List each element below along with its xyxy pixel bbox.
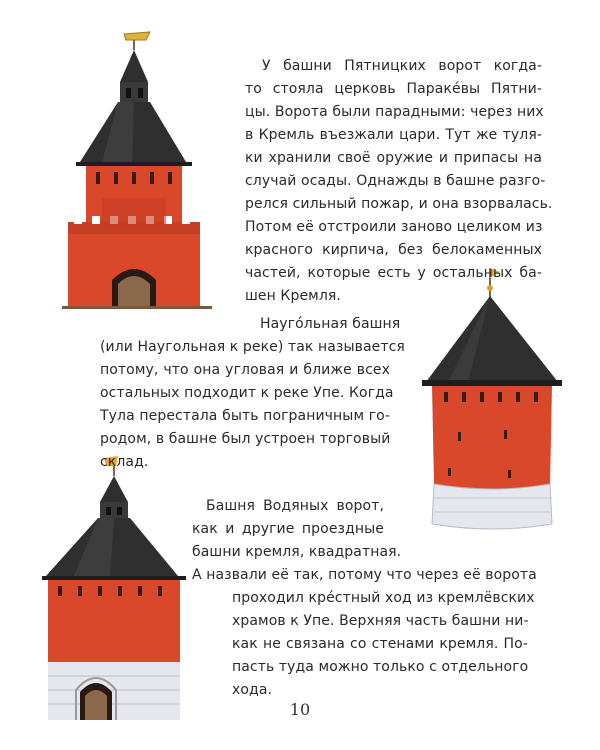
paragraph-1-line: релся сильный пожар, и она взорвалась. bbox=[245, 196, 553, 212]
paragraph-3-line: как не связана со стенами кремля. По- bbox=[232, 636, 528, 652]
paragraph-1-line: Потом её отстроили заново целиком из bbox=[245, 219, 543, 235]
pyatnitskie-tower-illustration bbox=[62, 22, 212, 312]
paragraph-1-line: в Кремль въезжали цари. Тут же туля- bbox=[245, 127, 542, 143]
paragraph-2-line: склад. bbox=[100, 454, 149, 470]
paragraph-2-line: (или Наугольная к реке) так называется bbox=[100, 339, 405, 355]
paragraph-1-line: красного кирпича, без белокаменных bbox=[245, 242, 542, 258]
vodyanye-tower-illustration bbox=[40, 452, 190, 722]
paragraph-2-line: остальных подходит к реке Упе. Когда bbox=[100, 385, 394, 401]
paragraph-2-line: потому, что она угловая и ближе всех bbox=[100, 362, 390, 378]
paragraph-1-line: цы. Ворота были парадными: через них bbox=[245, 104, 544, 120]
paragraph-3-line: Башня Водяных ворот, bbox=[206, 498, 384, 514]
paragraph-1-line: частей, которые есть у остальных ба- bbox=[245, 265, 542, 281]
paragraph-3-line: А назвали её так, потому что через её ворота bbox=[192, 567, 537, 583]
paragraph-3-line: башни кремля, квадратная. bbox=[192, 544, 402, 560]
paragraph-2-line: Тула перестала быть пограничным го- bbox=[100, 408, 390, 424]
paragraph-3-line: проходил крéстный ход из кремлёвских bbox=[232, 590, 535, 606]
paragraph-2-line: родом, в башне был устроен торговый bbox=[100, 431, 391, 447]
paragraph-1-line: У башни Пятницких ворот когда- bbox=[262, 58, 542, 74]
paragraph-3-line: пасть туда можно только с отдельного bbox=[232, 659, 529, 675]
paragraph-1-line: ки хранили своё оружие и припасы на bbox=[245, 150, 542, 166]
naugolnaya-tower-illustration bbox=[418, 262, 568, 532]
paragraph-1-line: то стояла церковь Паракéвы Пятни- bbox=[245, 81, 542, 97]
paragraph-3-line: храмов к Упе. Верхняя часть башни ни- bbox=[232, 613, 529, 629]
paragraph-3-line: как и другие проездные bbox=[192, 521, 384, 537]
page-number: 10 bbox=[289, 700, 311, 719]
paragraph-2-line: Наугóльная башня bbox=[260, 316, 401, 332]
paragraph-3-line: хода. bbox=[232, 682, 273, 698]
paragraph-1-line: случай осады. Однажды в башне разго- bbox=[245, 173, 546, 189]
paragraph-1-line: шен Кремля. bbox=[245, 288, 341, 304]
